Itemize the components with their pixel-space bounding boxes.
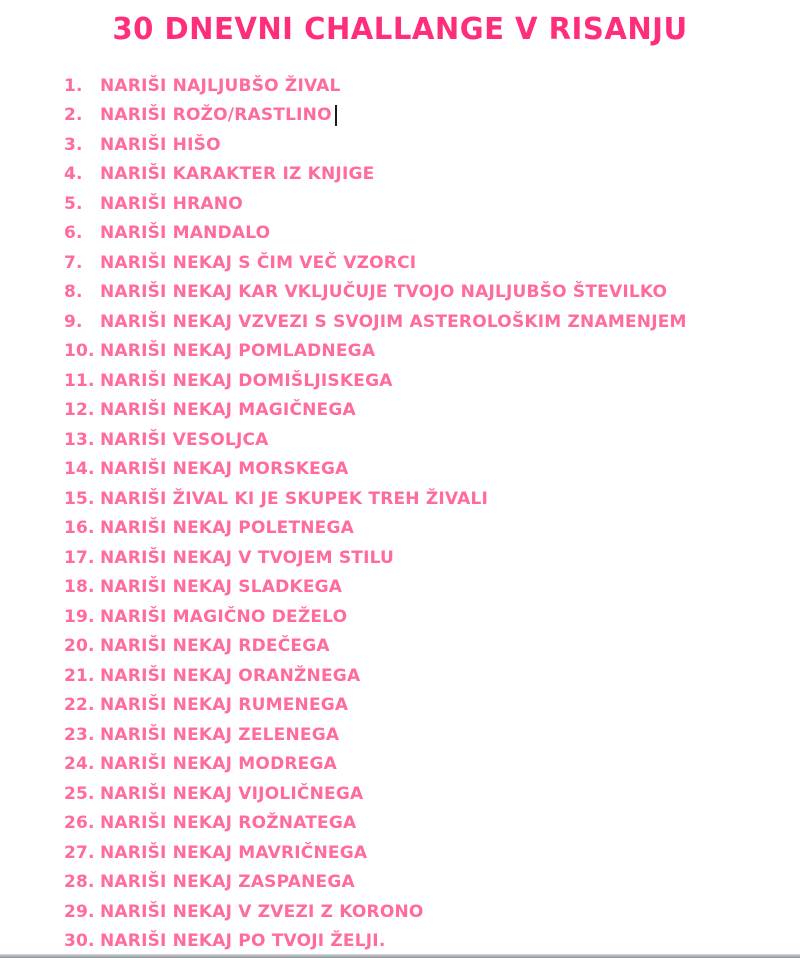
challenge-list (64, 71, 784, 956)
item-number: 15. (64, 488, 95, 509)
item-text[interactable]: NARIŠI NEKAJ SLADKEGA (100, 577, 343, 598)
item-text[interactable]: NARIŠI NEKAJ DOMIŠLJISKEGA (100, 370, 393, 391)
item-number: 6. (64, 223, 83, 244)
page-title[interactable]: 30 DNEVNI CHALLANGE V RISANJU (112, 12, 688, 47)
item-text[interactable]: NARIŠI ROŽO/RASTLINO (100, 105, 332, 126)
text-cursor (335, 105, 337, 126)
item-text[interactable]: NARIŠI NEKAJ ZELENEGA (100, 724, 340, 745)
item-number: 4. (64, 164, 83, 185)
list-item[interactable] (64, 632, 784, 662)
item-text[interactable]: NARIŠI NEKAJ VZVEZI S SVOJIM ASTEROLOŠKIM ZNAMENJEM (100, 311, 687, 332)
list-item[interactable] (64, 750, 784, 780)
list-item[interactable] (64, 897, 784, 927)
item-number: 18. (64, 577, 95, 598)
item-number: 14. (64, 459, 95, 480)
list-item[interactable] (64, 396, 784, 426)
item-number: 19. (64, 606, 95, 627)
item-text[interactable]: NARIŠI NEKAJ MAGIČNEGA (100, 400, 356, 421)
item-text[interactable]: NARIŠI NEKAJ RUMENEGA (100, 695, 349, 716)
item-text[interactable]: NARIŠI NEKAJ POLETNEGA (100, 518, 355, 539)
item-text[interactable]: NARIŠI NEKAJ V TVOJEM STILU (100, 547, 395, 568)
item-number: 26. (64, 813, 95, 834)
list-item[interactable] (64, 307, 784, 337)
item-text[interactable]: NARIŠI NEKAJ MAVRIČNEGA (100, 842, 368, 863)
item-text[interactable]: NARIŠI MAGIČNO DEŽELO (100, 606, 348, 627)
list-item[interactable] (64, 809, 784, 839)
list-item[interactable] (64, 838, 784, 868)
list-item[interactable] (64, 927, 784, 957)
list-item[interactable] (64, 602, 784, 632)
item-number: 11. (64, 370, 95, 391)
list-item[interactable] (64, 278, 784, 308)
item-text[interactable]: NARIŠI NEKAJ ROŽNATEGA (100, 813, 357, 834)
list-item[interactable] (64, 691, 784, 721)
list-item[interactable] (64, 160, 784, 190)
item-number: 29. (64, 901, 95, 922)
list-item[interactable] (64, 130, 784, 160)
item-number: 17. (64, 547, 95, 568)
item-number: 30. (64, 931, 95, 952)
item-text[interactable]: NARIŠI NEKAJ RDEČEGA (100, 636, 330, 657)
item-number: 1. (64, 75, 83, 96)
item-number: 10. (64, 341, 95, 362)
item-number: 21. (64, 665, 95, 686)
list-item[interactable] (64, 337, 784, 367)
item-number: 2. (64, 105, 83, 126)
list-item[interactable] (64, 484, 784, 514)
item-text[interactable]: NARIŠI VESOLJCA (100, 429, 269, 450)
item-number: 27. (64, 842, 95, 863)
item-text[interactable]: NARIŠI NEKAJ MORSKEGA (100, 459, 349, 480)
item-text[interactable]: NARIŠI HIŠO (100, 134, 221, 155)
list-item[interactable] (64, 219, 784, 249)
item-number: 8. (64, 282, 83, 303)
item-number: 28. (64, 872, 95, 893)
item-number: 7. (64, 252, 83, 273)
list-item[interactable] (64, 189, 784, 219)
item-number: 9. (64, 311, 83, 332)
item-text[interactable]: NARIŠI HRANO (100, 193, 243, 214)
item-text[interactable]: NARIŠI ŽIVAL KI JE SKUPEK TREH ŽIVALI (100, 488, 489, 509)
list-item[interactable] (64, 573, 784, 603)
item-number: 23. (64, 724, 95, 745)
list-item[interactable] (64, 868, 784, 898)
item-text[interactable]: NARIŠI NEKAJ S ČIM VEČ VZORCI (100, 252, 417, 273)
item-number: 20. (64, 636, 95, 657)
list-item[interactable] (64, 543, 784, 573)
list-item[interactable] (64, 720, 784, 750)
item-text[interactable]: NARIŠI NEKAJ MODREGA (100, 754, 337, 775)
list-item[interactable] (64, 514, 784, 544)
item-text[interactable]: NARIŠI NAJLJUBŠO ŽIVAL (100, 75, 341, 96)
item-number: 12. (64, 400, 95, 421)
item-number: 22. (64, 695, 95, 716)
list-item[interactable] (64, 661, 784, 691)
list-item[interactable] (64, 779, 784, 809)
item-text[interactable]: NARIŠI KARAKTER IZ KNJIGE (100, 164, 375, 185)
item-text[interactable]: NARIŠI NEKAJ KAR VKLJUČUJE TVOJO NAJLJUBŠO ŠTEVILKO (100, 282, 668, 303)
item-text[interactable]: NARIŠI NEKAJ ZASPANEGA (100, 872, 355, 893)
window-bottom-edge (0, 954, 800, 958)
item-text[interactable]: NARIŠI NEKAJ VIJOLIČNEGA (100, 783, 364, 804)
item-number: 13. (64, 429, 95, 450)
item-text[interactable]: NARIŠI NEKAJ POMLADNEGA (100, 341, 376, 362)
item-number: 24. (64, 754, 95, 775)
list-item[interactable] (64, 425, 784, 455)
item-text[interactable]: NARIŠI NEKAJ ORANŽNEGA (100, 665, 361, 686)
item-number: 25. (64, 783, 95, 804)
list-item[interactable] (64, 248, 784, 278)
list-item[interactable] (64, 71, 784, 101)
item-text[interactable]: NARIŠI NEKAJ PO TVOJI ŽELJI. (100, 931, 386, 952)
item-text[interactable]: NARIŠI NEKAJ V ZVEZI Z KORONO (100, 901, 424, 922)
item-number: 5. (64, 193, 83, 214)
item-number: 16. (64, 518, 95, 539)
list-item[interactable] (64, 101, 784, 131)
item-number: 3. (64, 134, 83, 155)
item-text[interactable]: NARIŠI MANDALO (100, 223, 271, 244)
list-item[interactable] (64, 455, 784, 485)
list-item[interactable] (64, 366, 784, 396)
